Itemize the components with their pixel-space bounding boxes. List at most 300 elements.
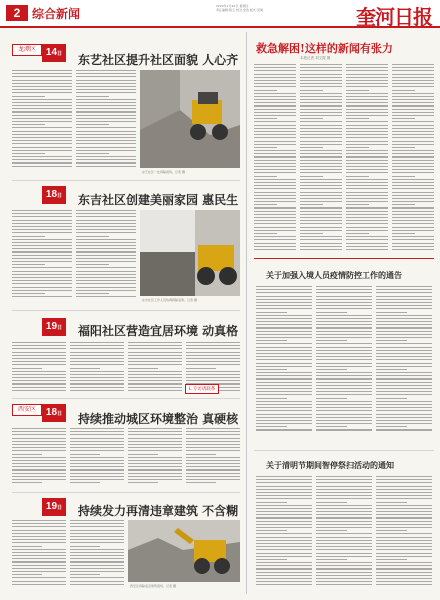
text-line bbox=[256, 553, 312, 554]
text-line bbox=[376, 385, 432, 386]
text-line bbox=[346, 115, 388, 116]
text-line bbox=[12, 444, 66, 445]
text-line bbox=[392, 236, 434, 237]
text-line bbox=[70, 447, 124, 448]
text-line bbox=[70, 571, 124, 572]
text-line bbox=[12, 536, 66, 537]
text-line bbox=[376, 305, 432, 306]
text-line bbox=[256, 414, 312, 415]
text-line bbox=[376, 584, 432, 585]
text-line bbox=[346, 156, 388, 157]
text-line bbox=[186, 450, 240, 451]
district-label: 西安区 bbox=[12, 404, 42, 416]
text-line bbox=[256, 426, 287, 427]
text-line bbox=[76, 111, 136, 112]
text-line bbox=[254, 147, 277, 148]
text-line bbox=[128, 374, 182, 375]
text-line bbox=[12, 482, 42, 483]
text-line bbox=[254, 141, 296, 142]
text-line bbox=[316, 315, 372, 316]
text-line bbox=[254, 227, 296, 228]
text-line bbox=[128, 469, 182, 470]
text-line bbox=[392, 211, 434, 212]
article-body bbox=[70, 428, 124, 488]
text-line bbox=[70, 552, 124, 553]
text-line bbox=[76, 267, 136, 268]
text-line bbox=[70, 352, 124, 353]
text-line bbox=[70, 364, 124, 365]
divider bbox=[12, 310, 240, 311]
text-line bbox=[76, 251, 136, 252]
text-line bbox=[70, 368, 100, 369]
text-line bbox=[128, 428, 182, 429]
text-line bbox=[316, 378, 372, 379]
text-line bbox=[376, 334, 432, 335]
text-line bbox=[12, 274, 72, 275]
text-line bbox=[12, 245, 72, 246]
text-line bbox=[256, 302, 312, 303]
text-line bbox=[256, 546, 312, 547]
text-line bbox=[256, 312, 287, 313]
text-line bbox=[300, 96, 342, 97]
text-line bbox=[376, 363, 432, 364]
text-line bbox=[376, 429, 432, 430]
text-line bbox=[76, 261, 136, 262]
text-line bbox=[76, 287, 136, 288]
text-line bbox=[12, 476, 66, 477]
text-line bbox=[76, 232, 136, 233]
text-line bbox=[256, 530, 287, 531]
text-line bbox=[76, 271, 136, 272]
text-line bbox=[254, 121, 296, 122]
text-line bbox=[12, 232, 72, 233]
text-line bbox=[256, 347, 312, 348]
text-line bbox=[346, 217, 388, 218]
text-line bbox=[76, 105, 136, 106]
text-line bbox=[392, 185, 434, 186]
text-line bbox=[254, 93, 296, 94]
text-line bbox=[316, 540, 372, 541]
text-line bbox=[316, 426, 347, 427]
text-line bbox=[70, 444, 124, 445]
text-line bbox=[186, 473, 240, 474]
text-line bbox=[376, 359, 432, 360]
notice-title: 关于加强入境人员疫情防控工作的通告 bbox=[266, 271, 402, 280]
text-line bbox=[316, 286, 372, 287]
text-line bbox=[76, 166, 136, 167]
text-line bbox=[316, 511, 372, 512]
text-line bbox=[316, 312, 347, 313]
text-line bbox=[76, 99, 136, 100]
text-line bbox=[392, 64, 434, 65]
text-line bbox=[186, 466, 240, 467]
text-line bbox=[346, 182, 388, 183]
text-line bbox=[346, 121, 388, 122]
text-line bbox=[254, 77, 296, 78]
text-line bbox=[376, 562, 432, 563]
text-line bbox=[12, 364, 66, 365]
contact-tag[interactable]: L 专访请联系 bbox=[185, 384, 219, 394]
photo-caption: 西安区拆除违章建筑现场。记者 摄 bbox=[130, 584, 176, 588]
text-line bbox=[376, 417, 432, 418]
text-line bbox=[256, 401, 312, 402]
text-line bbox=[186, 352, 240, 353]
text-line bbox=[256, 533, 312, 534]
text-line bbox=[346, 80, 388, 81]
text-line bbox=[186, 380, 240, 381]
text-line bbox=[186, 364, 240, 365]
text-line bbox=[316, 369, 347, 370]
text-line bbox=[12, 267, 72, 268]
text-line bbox=[76, 108, 136, 109]
text-line bbox=[376, 308, 432, 309]
text-line bbox=[70, 581, 124, 582]
text-line bbox=[12, 147, 72, 148]
article-body bbox=[76, 210, 136, 302]
text-line bbox=[12, 280, 72, 281]
text-line bbox=[12, 162, 72, 163]
text-line bbox=[76, 242, 136, 243]
text-line bbox=[316, 489, 372, 490]
text-line bbox=[70, 390, 124, 391]
meta-line: 责任编辑:程玉 校对:金浩 版式:吴海 bbox=[216, 8, 263, 13]
text-line bbox=[316, 398, 347, 399]
text-line bbox=[376, 505, 432, 506]
text-line bbox=[376, 401, 432, 402]
text-line bbox=[186, 355, 240, 356]
photo-illustration bbox=[140, 210, 240, 296]
text-line bbox=[256, 498, 312, 499]
text-line bbox=[392, 80, 434, 81]
date-badge bbox=[42, 44, 66, 62]
text-line bbox=[186, 358, 240, 359]
text-line bbox=[254, 118, 277, 119]
text-line bbox=[376, 347, 432, 348]
text-line bbox=[12, 105, 72, 106]
text-line bbox=[316, 359, 372, 360]
text-line bbox=[12, 111, 72, 112]
text-line bbox=[376, 486, 432, 487]
text-line bbox=[12, 80, 72, 81]
text-line bbox=[316, 334, 372, 335]
text-line bbox=[70, 345, 124, 346]
text-line bbox=[12, 242, 72, 243]
text-line bbox=[128, 457, 182, 458]
text-line bbox=[346, 185, 388, 186]
text-line bbox=[346, 163, 388, 164]
text-line bbox=[300, 125, 342, 126]
text-line bbox=[392, 163, 434, 164]
text-line bbox=[12, 108, 72, 109]
text-line bbox=[128, 454, 158, 455]
text-line bbox=[300, 223, 342, 224]
text-line bbox=[256, 324, 312, 325]
text-line bbox=[186, 479, 240, 480]
text-line bbox=[346, 90, 369, 91]
text-line bbox=[128, 482, 158, 483]
text-line bbox=[300, 102, 342, 103]
text-line bbox=[300, 249, 342, 250]
text-line bbox=[300, 227, 342, 228]
text-line bbox=[346, 239, 388, 240]
text-line bbox=[128, 345, 182, 346]
divider bbox=[254, 258, 434, 259]
text-line bbox=[316, 537, 372, 538]
text-line bbox=[316, 324, 372, 325]
text-line bbox=[346, 74, 388, 75]
text-line bbox=[128, 368, 158, 369]
text-line bbox=[76, 121, 136, 122]
text-line bbox=[300, 156, 342, 157]
text-line bbox=[256, 476, 312, 477]
text-line bbox=[128, 450, 182, 451]
photo-caption: 东艺社区一处拆除现场。记者 摄 bbox=[142, 170, 185, 174]
text-line bbox=[128, 476, 182, 477]
text-line bbox=[346, 93, 388, 94]
text-line bbox=[300, 204, 323, 205]
text-line bbox=[256, 562, 312, 563]
text-line bbox=[300, 179, 342, 180]
text-line bbox=[316, 562, 372, 563]
text-line bbox=[300, 147, 323, 148]
text-line bbox=[12, 271, 72, 272]
text-line bbox=[300, 214, 342, 215]
text-line bbox=[376, 565, 432, 566]
text-line bbox=[12, 293, 45, 294]
text-line bbox=[12, 73, 72, 74]
text-line bbox=[316, 502, 347, 503]
text-line bbox=[376, 407, 432, 408]
text-line bbox=[256, 321, 312, 322]
text-line bbox=[76, 150, 136, 151]
text-line bbox=[70, 549, 124, 550]
text-line bbox=[316, 530, 347, 531]
notice-body bbox=[376, 286, 432, 436]
text-line bbox=[376, 546, 432, 547]
text-line bbox=[256, 581, 312, 582]
text-line bbox=[70, 438, 124, 439]
text-line bbox=[346, 86, 388, 87]
text-line bbox=[300, 160, 342, 161]
text-line bbox=[256, 318, 312, 319]
notice-body bbox=[376, 476, 432, 588]
text-line bbox=[12, 226, 72, 227]
text-line bbox=[316, 356, 372, 357]
text-line bbox=[346, 96, 388, 97]
text-line bbox=[346, 128, 388, 129]
text-line bbox=[254, 211, 296, 212]
text-line bbox=[300, 192, 342, 193]
text-line bbox=[76, 210, 136, 211]
article-photo bbox=[140, 70, 240, 168]
text-line bbox=[186, 444, 240, 445]
text-line bbox=[346, 118, 369, 119]
text-line bbox=[254, 207, 296, 208]
text-line bbox=[76, 134, 136, 135]
text-line bbox=[346, 144, 388, 145]
text-line bbox=[12, 358, 66, 359]
text-line bbox=[70, 473, 124, 474]
text-line bbox=[256, 388, 312, 389]
text-line bbox=[300, 150, 342, 151]
feature-body bbox=[254, 64, 296, 254]
text-line bbox=[300, 121, 342, 122]
text-line bbox=[186, 428, 240, 429]
text-line bbox=[316, 575, 372, 576]
text-line bbox=[392, 166, 434, 167]
text-line bbox=[12, 438, 66, 439]
text-line bbox=[346, 125, 388, 126]
text-line bbox=[12, 457, 66, 458]
text-line bbox=[12, 261, 72, 262]
text-line bbox=[316, 527, 372, 528]
text-line bbox=[256, 505, 312, 506]
article-title: 福阳社区营造宜居环境 动真格 bbox=[78, 324, 239, 338]
text-line bbox=[12, 166, 72, 167]
text-line bbox=[300, 134, 342, 135]
text-line bbox=[316, 363, 372, 364]
text-line bbox=[256, 479, 312, 480]
text-line bbox=[128, 460, 182, 461]
text-line bbox=[70, 460, 124, 461]
text-line bbox=[346, 220, 388, 221]
text-line bbox=[346, 105, 388, 106]
text-line bbox=[300, 77, 342, 78]
text-line bbox=[316, 521, 372, 522]
text-line bbox=[12, 434, 66, 435]
text-line bbox=[12, 539, 66, 540]
text-line bbox=[12, 565, 66, 566]
text-line bbox=[300, 220, 342, 221]
text-line bbox=[70, 469, 124, 470]
text-line bbox=[256, 315, 312, 316]
text-line bbox=[316, 394, 372, 395]
text-line bbox=[376, 315, 432, 316]
article-title: 东吉社区创建美丽家园 惠民生 bbox=[78, 193, 239, 207]
text-line bbox=[376, 324, 432, 325]
text-line bbox=[128, 447, 182, 448]
text-line bbox=[392, 115, 434, 116]
text-line bbox=[392, 150, 434, 151]
text-line bbox=[346, 109, 388, 110]
notice-body bbox=[316, 286, 372, 436]
text-line bbox=[256, 343, 312, 344]
text-line bbox=[12, 450, 66, 451]
text-line bbox=[254, 217, 296, 218]
text-line bbox=[70, 371, 124, 372]
text-line bbox=[316, 305, 372, 306]
text-line bbox=[392, 74, 434, 75]
text-line bbox=[376, 581, 432, 582]
article-body bbox=[76, 70, 136, 170]
district-label: 龙潭区 bbox=[12, 44, 42, 56]
text-line bbox=[256, 375, 312, 376]
text-line bbox=[12, 371, 66, 372]
text-line bbox=[376, 353, 432, 354]
text-line bbox=[346, 160, 388, 161]
text-line bbox=[254, 214, 296, 215]
text-line bbox=[346, 67, 388, 68]
feature-title: 救急解困!这样的新闻有张力 bbox=[256, 42, 393, 55]
text-line bbox=[12, 577, 66, 578]
text-line bbox=[376, 517, 432, 518]
article-photo bbox=[128, 520, 240, 582]
text-line bbox=[256, 543, 312, 544]
text-line bbox=[254, 182, 296, 183]
text-line bbox=[128, 479, 182, 480]
text-line bbox=[70, 342, 124, 343]
text-line bbox=[346, 192, 388, 193]
text-line bbox=[254, 156, 296, 157]
text-line bbox=[300, 243, 342, 244]
text-line bbox=[392, 125, 434, 126]
text-line bbox=[376, 394, 432, 395]
text-line bbox=[12, 473, 66, 474]
text-line bbox=[76, 92, 136, 93]
text-line bbox=[300, 169, 342, 170]
text-line bbox=[316, 417, 372, 418]
text-line bbox=[76, 143, 136, 144]
text-line bbox=[346, 112, 388, 113]
date-unit: 日 bbox=[57, 505, 63, 511]
text-line bbox=[12, 153, 45, 154]
text-line bbox=[254, 236, 296, 237]
article-body bbox=[12, 520, 66, 590]
text-line bbox=[300, 141, 342, 142]
text-line bbox=[316, 343, 372, 344]
text-line bbox=[256, 572, 312, 573]
text-line bbox=[76, 239, 136, 240]
text-line bbox=[376, 292, 432, 293]
text-line bbox=[12, 89, 72, 90]
text-line bbox=[128, 387, 182, 388]
text-line bbox=[376, 388, 432, 389]
text-line bbox=[12, 361, 66, 362]
text-line bbox=[70, 383, 124, 384]
text-line bbox=[12, 555, 66, 556]
text-line bbox=[256, 584, 312, 585]
text-line bbox=[256, 292, 312, 293]
text-line bbox=[256, 308, 312, 309]
text-line bbox=[76, 159, 136, 160]
text-line bbox=[128, 371, 182, 372]
text-line bbox=[254, 86, 296, 87]
date-unit: 日 bbox=[57, 411, 63, 417]
text-line bbox=[128, 377, 182, 378]
page-header bbox=[0, 0, 440, 28]
text-line bbox=[12, 287, 72, 288]
text-line bbox=[376, 537, 432, 538]
feature-byline: 本报记者 刘文霞 摄 bbox=[300, 56, 331, 60]
text-line bbox=[392, 134, 434, 135]
text-line bbox=[186, 463, 240, 464]
text-line bbox=[376, 514, 432, 515]
article-body bbox=[12, 70, 72, 170]
text-line bbox=[300, 115, 342, 116]
text-line bbox=[254, 169, 296, 170]
text-line bbox=[392, 239, 434, 240]
text-line bbox=[12, 431, 66, 432]
text-line bbox=[392, 243, 434, 244]
text-line bbox=[316, 486, 372, 487]
text-line bbox=[186, 361, 240, 362]
text-line bbox=[316, 350, 372, 351]
text-line bbox=[254, 125, 296, 126]
text-line bbox=[70, 450, 124, 451]
text-line bbox=[376, 398, 407, 399]
text-line bbox=[76, 127, 136, 128]
text-line bbox=[70, 431, 124, 432]
